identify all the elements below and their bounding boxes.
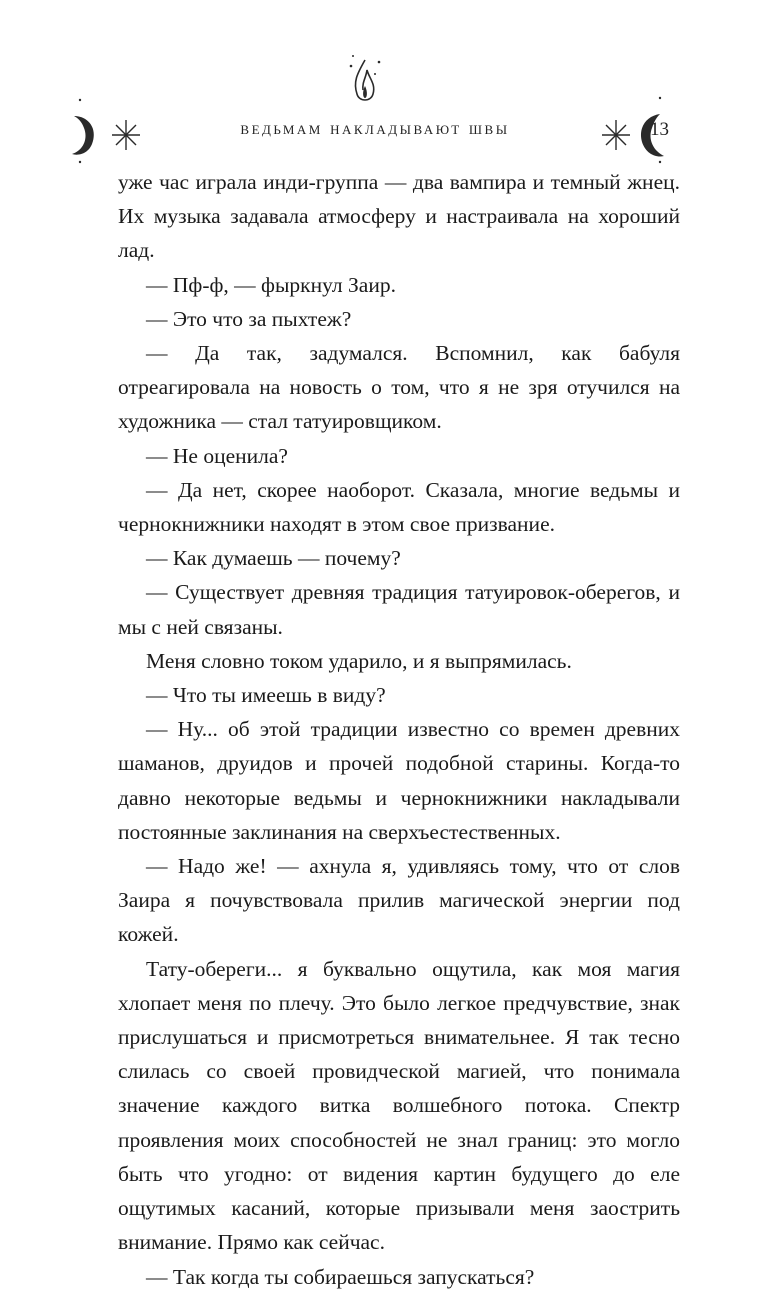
paragraph: — Пф-ф, — фыркнул Заир. [146,272,396,297]
paragraph: Тату-обереги... я буквально ощутила, как моя магия хлопает меня по плечу. Это было легкое предчувствие, знак прислушаться и присмотреться внимательнее. Я так тесно слилась со своей провидческой магией, что понимала значение каждого витка волшебного потока. Спектр проявления моих способностей не знал границ: это могло быть что угодно: от видения картин будущего до еле ощутимых касаний, которые призывали меня заострить внимание. Прямо как сейчас. [118,956,680,1255]
paragraph: — Существует древняя традиция татуировок-оберегов, и мы с ней связаны. [118,580,680,639]
paragraph: уже час играла инди-группа — два вампира и темный жнец. Их музыка задавала атмосферу и настраивала на хороший лад. [118,170,680,263]
paragraph: — Надо же! — ахнула я, удивляясь тому, что от слов Заира я почувствовала прилив магической энергии под кожей. [118,854,680,947]
paragraph: — Это что за пыхтеж? [146,306,352,331]
paragraph: — Так когда ты собираешься запускаться? [146,1264,535,1289]
body-text [118,165,680,1294]
running-title: ведьмам накладывают швы [240,118,510,139]
star-icon [602,120,630,150]
paragraph: — Не оценила? [146,443,288,468]
paragraph: — Как думаешь — почему? [146,546,401,571]
page-number: 13 [650,119,669,140]
paragraph: — Ну... об этой традиции известно со времен древних шаманов, друидов и прочей подобной старины. Когда-то давно некоторые ведьмы и чернокнижники накладывали постоянные заклинания на сверхъестественных. [118,717,680,844]
paragraph: — Да нет, скорее наоборот. Сказала, многие ведьмы и чернокнижники находят в этом свое призвание. [118,477,680,537]
paragraph: Меня словно током ударило, и я выпрямилась. [146,648,572,673]
paragraph: — Да так, задумался. Вспомнил, как бабуля отреагировала на новость о том, что я не зря отучился на художника — стал татуировщиком. [118,341,680,434]
flame-icon [345,52,385,112]
paragraph: — Что ты имеешь в виду? [146,683,386,708]
page-header [0,0,768,175]
star-icon [112,120,140,150]
crescent-moon-icon [62,88,152,166]
